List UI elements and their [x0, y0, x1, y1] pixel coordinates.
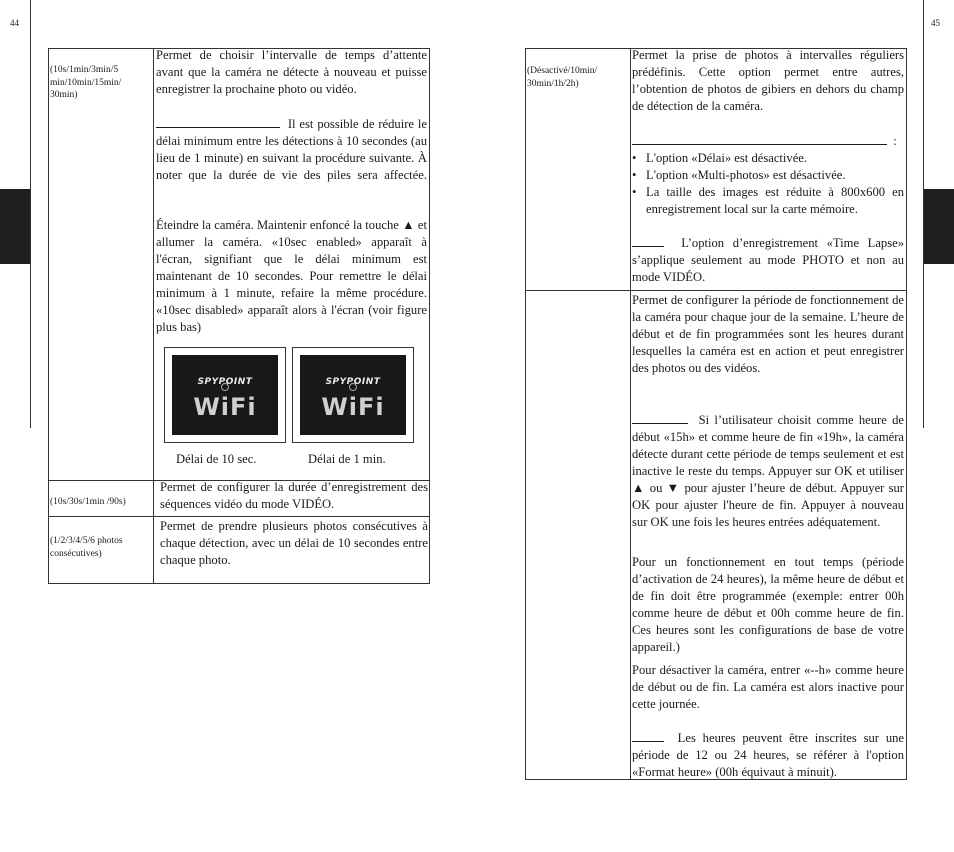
setting-description [156, 47, 427, 98]
description-paragraph: Permet de configurer la période de fonctionnement de la caméra pour chaque jour de la semaine. L’heure de début et de fin programmées sont les heures durant lesquelles la caméra est en action et peut enregistrer des photos ou des vidéos. [632, 293, 904, 375]
setting-note [632, 729, 904, 781]
note-text: Il est possible de réduire le délai minimum entre les détections à 10 secondes (au lieu de 1 minute) en suivant la procédure suivante. À noter que la durée de vie des piles sera affectée. [156, 117, 427, 182]
note-heading [632, 234, 664, 247]
note-heading [156, 115, 280, 128]
setting-description [632, 292, 904, 377]
setting-options: (1/2/3/4/5/6 photos consécutives) [50, 536, 123, 559]
row-divider [525, 290, 907, 291]
list-item: • L'option «Multi-photos» est désactivée. [646, 167, 904, 184]
effects-list [632, 150, 904, 218]
setting-example [632, 411, 904, 531]
list-item: • L'option «Délai» est désactivée. [646, 150, 904, 167]
setting-description [632, 47, 904, 115]
note-heading [632, 729, 664, 742]
procedure-paragraph: Éteindre la caméra. Maintenir enfoncé la touche ▲ et allumer la caméra. «10sec enabled» apparaît à l'écran, signifiant que le délai minimum est maintenant de 10 secondes. Pour remettre le délai minimum à 1 minute, refaire la même procédure. «10sec disabled» apparaît alors à l'écran (voir figure plus bas) [156, 218, 427, 334]
setting-options: (10s/30s/1min /90s) [50, 497, 126, 507]
page-number-left: 44 [10, 18, 19, 28]
setting-description [632, 554, 904, 656]
wifi-logo: WiFi [300, 393, 406, 421]
spypoint-logo: SPYPOINT [325, 377, 381, 387]
signal-icon [349, 383, 357, 391]
effects-heading [632, 132, 887, 145]
camera-screen [172, 355, 278, 435]
spypoint-logo: SPYPOINT [197, 377, 253, 387]
setting-note [632, 234, 904, 286]
column-divider-left [153, 48, 154, 584]
thumb-tab-right [924, 189, 954, 264]
setting-options: (Désactivé/10min/ 30min/1h/2h) [527, 66, 598, 89]
description-paragraph: Permet la prise de photos à intervalles réguliers prédéfinis. Cette option permet entre autres, l’obtention de photos de gibiers en dehors du champ de détection de la caméra. [632, 48, 904, 113]
setting-description [632, 662, 904, 713]
setting-options: (10s/1min/3min/5 min/10min/15min/ 30min) [50, 65, 122, 100]
heading-colon: : [893, 134, 897, 148]
signal-icon [221, 383, 229, 391]
example-heading [632, 411, 688, 424]
camera-screen [300, 355, 406, 435]
figure-caption: Délai de 10 sec. [176, 452, 257, 466]
setting-procedure [156, 217, 427, 336]
note-text: L’option d’enregistrement «Time Lapse» s’applique seulement au mode PHOTO et non au mode VIDÉO. [632, 236, 904, 284]
setting-description [160, 479, 428, 513]
thumb-tab-left [0, 189, 30, 264]
camera-screen-figure-10sec [164, 347, 286, 443]
wifi-logo: WiFi [172, 393, 278, 421]
timelapse-effects [632, 132, 904, 218]
note-text: Les heures peuvent être inscrites sur une période de 12 ou 24 heures, se référer à l'option «Format heure» (00h équivaut à minuit). [632, 731, 904, 779]
description-paragraph: Pour désactiver la caméra, entrer «--h» comme heure de début ou de fin. La caméra est alors inactive pour cette journée. [632, 663, 904, 711]
description-paragraph: Permet de configurer la durée d’enregistrement des séquences vidéo du mode VIDÉO. [160, 480, 428, 511]
example-text: Si l’utilisateur choisit comme heure de début «15h» et comme heure de fin «19h», la caméra détecte durant cette période de temps seulement et est inactive le reste du temps. Appuyer sur OK et utiliser ▲ ou ▼ pour ajuster l’heure de début. Appuyer sur OK pour ajuster l'heure de fin. Appuyer à nouveau sur OK une fois les heures entrées adéquatement. [632, 413, 905, 529]
setting-description [160, 518, 428, 569]
figure-caption: Délai de 1 min. [308, 452, 386, 466]
description-paragraph: Permet de prendre plusieurs photos consécutives à chaque détection, avec un délai de 10 secondes entre chaque photo. [160, 519, 428, 567]
page-number-right: 45 [931, 18, 940, 28]
row-divider [48, 516, 430, 517]
camera-screen-figure-1min [292, 347, 414, 443]
description-paragraph: Pour un fonctionnement en tout temps (période d’activation de 24 heures), la même heure de début et de fin doit être programmée (exemple: entrer 00h comme heure de début et 00h comme heure de fin. Ces heures sont les configurations de base de votre appareil.) [632, 555, 904, 654]
column-divider-right [630, 48, 631, 780]
list-item: • La taille des images est réduite à 800x600 en enregistrement local sur la carte mémoire. [646, 184, 904, 218]
page-edge-line-left [30, 0, 31, 428]
setting-note [156, 115, 427, 184]
description-paragraph: Permet de choisir l’intervalle de temps d’attente avant que la caméra ne détecte à nouveau et puisse enregistrer la prochaine photo ou vidéo. [156, 48, 427, 96]
